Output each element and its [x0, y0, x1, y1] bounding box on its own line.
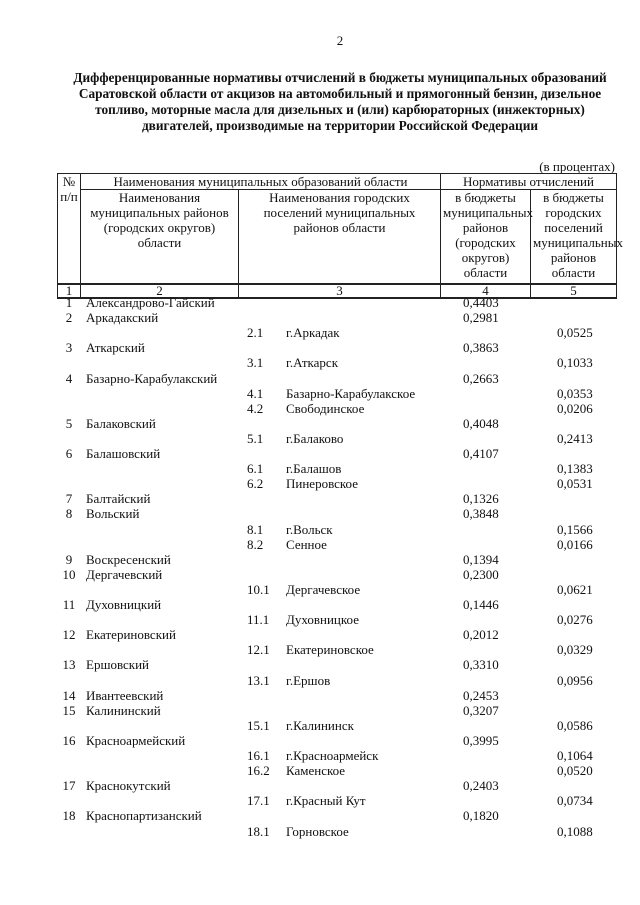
- district-name: Александрово-Гайский: [86, 295, 215, 310]
- row-number: 7: [65, 491, 73, 507]
- district-norm: 0,4403: [463, 295, 499, 310]
- settlement-norm: 0,0734: [557, 793, 593, 809]
- col-number: 3: [239, 284, 441, 298]
- district-norm: 0,1326: [463, 491, 499, 507]
- settlement-name: Горновское: [286, 823, 349, 839]
- district-norm: 0,2403: [463, 778, 499, 794]
- table-row: [0, 657, 640, 672]
- table-row: [0, 340, 640, 355]
- table-row: [0, 325, 640, 340]
- settlement-norm: 0,1088: [557, 823, 593, 839]
- district-name: Аркадакский: [86, 310, 159, 326]
- district-norm: 0,3310: [463, 657, 499, 673]
- table-row: [0, 552, 640, 567]
- settlement-norm: 0,0531: [557, 476, 593, 492]
- table-row: [0, 718, 640, 733]
- district-name: Балашовский: [86, 446, 161, 461]
- settlement-norm: 0,0206: [557, 400, 593, 416]
- district-name: Калининский: [86, 702, 161, 718]
- table-row: [0, 476, 640, 491]
- district-name: Дергачевский: [86, 566, 163, 582]
- district-name: Духовницкий: [86, 597, 162, 612]
- col-number: 4: [441, 284, 531, 298]
- table-row: [0, 355, 640, 370]
- settlement-norm: 0,0520: [557, 763, 593, 779]
- header-norms-group: Нормативы отчислений: [441, 174, 617, 190]
- district-norm: 0,4107: [463, 446, 499, 461]
- settlement-number: 13.1: [247, 672, 270, 688]
- header-col3: Наименования городских поселений муниципальных районов области: [239, 190, 441, 284]
- district-name: Балтайский: [86, 491, 151, 507]
- table-row: [0, 416, 640, 431]
- row-number: 5: [65, 415, 73, 431]
- settlement-norm: 0,2413: [557, 430, 593, 446]
- table-row: [0, 537, 640, 552]
- settlement-norm: 0,1383: [557, 461, 593, 477]
- row-number: 6: [65, 446, 73, 461]
- district-norm: 0,3848: [463, 506, 499, 522]
- settlement-number: 18.1: [247, 823, 270, 839]
- header-col4: в бюджеты муниципальных районов (городских округов) области: [441, 190, 531, 284]
- settlement-name: г.Калининск: [286, 717, 354, 733]
- row-number: 18: [62, 808, 76, 824]
- district-norm: 0,4048: [463, 415, 499, 431]
- row-number: 3: [65, 340, 73, 356]
- col-number: 5: [531, 284, 617, 298]
- settlement-number: 8.2: [247, 536, 264, 552]
- table-row: [0, 371, 640, 386]
- district-name: Краснопартизанский: [86, 808, 202, 824]
- settlement-norm: 0,0621: [557, 581, 593, 597]
- settlement-name: г.Красный Кут: [286, 793, 366, 809]
- settlement-norm: 0,0586: [557, 717, 593, 733]
- district-norm: 0,2663: [463, 370, 499, 386]
- row-number: 8: [65, 506, 73, 522]
- table-row: [0, 506, 640, 521]
- district-name: Базарно-Карабулакский: [86, 370, 218, 386]
- settlement-number: 12.1: [247, 642, 270, 658]
- settlement-number: 6.1: [247, 461, 264, 477]
- table-row: [0, 491, 640, 506]
- table-row: [0, 522, 640, 537]
- settlement-number: 5.1: [247, 430, 264, 446]
- settlement-name: г.Вольск: [286, 521, 333, 537]
- settlement-name: г.Балашов: [286, 461, 342, 477]
- table-row: [0, 703, 640, 718]
- settlement-name: Каменское: [286, 763, 346, 779]
- row-number: 10: [62, 566, 76, 582]
- district-name: Воскресенский: [86, 551, 171, 567]
- settlement-name: Сенное: [286, 536, 327, 552]
- settlement-name: г.Аткарск: [286, 355, 339, 371]
- table-row: [0, 673, 640, 688]
- settlement-number: 4.2: [247, 400, 264, 416]
- row-number: 1: [65, 295, 73, 310]
- settlement-number: 4.1: [247, 385, 264, 401]
- settlement-norm: 0,1064: [557, 748, 593, 763]
- district-norm: 0,1820: [463, 808, 499, 824]
- district-name: Ершовский: [86, 657, 150, 673]
- settlement-number: 11.1: [247, 612, 270, 628]
- table-row: [0, 733, 640, 748]
- settlement-norm: 0,1033: [557, 355, 593, 371]
- settlement-name: г.Красноармейск: [286, 748, 379, 763]
- units-note: (в процентах): [539, 159, 615, 174]
- table-header: [57, 173, 624, 299]
- table-row: [0, 612, 640, 627]
- settlement-number: 15.1: [247, 717, 270, 733]
- table-row: [0, 431, 640, 446]
- settlement-name: Пинеровское: [286, 476, 358, 492]
- district-name: Краснокутский: [86, 778, 171, 794]
- header-col2: Наименования муниципальных районов (городских округов) области: [81, 190, 239, 284]
- table-row: [0, 461, 640, 476]
- settlement-norm: 0,0525: [557, 325, 593, 341]
- row-number: 4: [65, 370, 73, 386]
- table-row: [0, 582, 640, 597]
- table-row: [0, 778, 640, 793]
- settlement-name: г.Ершов: [286, 672, 331, 688]
- settlement-number: 16.1: [247, 748, 270, 763]
- district-norm: 0,3995: [463, 732, 499, 748]
- row-number: 14: [62, 687, 76, 703]
- table-row: [0, 567, 640, 582]
- settlement-name: г.Балаково: [286, 430, 344, 446]
- row-number: 13: [62, 657, 76, 673]
- table-row: [0, 310, 640, 325]
- district-name: Аткарский: [86, 340, 145, 356]
- district-norm: 0,2012: [463, 627, 499, 643]
- settlement-name: Свободинское: [286, 400, 365, 416]
- table-row: [0, 597, 640, 612]
- settlement-number: 17.1: [247, 793, 270, 809]
- settlement-number: 10.1: [247, 581, 270, 597]
- settlement-name: г.Аркадак: [286, 325, 340, 341]
- table-row: [0, 401, 640, 416]
- table-row: [0, 763, 640, 778]
- settlement-norm: 0,0276: [557, 612, 593, 628]
- district-norm: 0,2300: [463, 566, 499, 582]
- settlement-number: 3.1: [247, 355, 264, 371]
- district-name: Екатериновский: [86, 627, 176, 643]
- row-number: 9: [65, 551, 73, 567]
- table-row: [0, 446, 640, 461]
- row-number: 2: [65, 310, 73, 326]
- district-name: Ивантеевский: [86, 687, 164, 703]
- table-row: [0, 808, 640, 823]
- settlement-norm: 0,0166: [557, 536, 593, 552]
- settlement-number: 2.1: [247, 325, 264, 341]
- row-number: 11: [62, 597, 76, 612]
- header-col5: в бюджеты городских поселений муниципальных районов области: [531, 190, 617, 284]
- row-number: 17: [62, 778, 76, 794]
- document-title: Дифференцированные нормативы отчислений в бюджеты муниципальных образований Саратовской области от акцизов на автомобильный и прямогонный бензин, дизельное топливо, моторные масла для дизельных и (или) карбюраторных (инжекторных) двигателей, производимые на территории Российской Федерации: [73, 70, 607, 133]
- row-number: 15: [62, 702, 76, 718]
- district-norm: 0,2453: [463, 687, 499, 703]
- district-norm: 0,3207: [463, 702, 499, 718]
- col-number: 2: [81, 284, 239, 298]
- district-name: Балаковский: [86, 415, 156, 431]
- settlement-name: Духовницкое: [286, 612, 359, 628]
- settlement-name: Дергачевское: [286, 581, 361, 597]
- table-row: [0, 386, 640, 401]
- table-row: [0, 295, 640, 310]
- settlement-name: Базарно-Карабулакское: [286, 385, 416, 401]
- col-number: 1: [58, 284, 81, 298]
- district-norm: 0,1446: [463, 597, 499, 612]
- row-number: 12: [62, 627, 76, 643]
- settlement-norm: 0,0353: [557, 385, 593, 401]
- district-norm: 0,2981: [463, 310, 499, 326]
- settlement-norm: 0,1566: [557, 521, 593, 537]
- settlement-number: 8.1: [247, 521, 264, 537]
- header-names-group: Наименования муниципальных образований области: [81, 174, 441, 190]
- row-number: 16: [62, 732, 76, 748]
- district-name: Вольский: [86, 506, 140, 522]
- settlement-number: 16.2: [247, 763, 270, 779]
- page-number: 2: [336, 33, 344, 48]
- table-row: [0, 642, 640, 657]
- district-norm: 0,1394: [463, 551, 499, 567]
- table-row: [0, 688, 640, 703]
- table-row: [0, 627, 640, 642]
- table-row: [0, 824, 640, 839]
- district-norm: 0,3863: [463, 340, 499, 356]
- settlement-norm: 0,0329: [557, 642, 593, 658]
- settlement-norm: 0,0956: [557, 672, 593, 688]
- table-row: [0, 748, 640, 763]
- settlement-name: Екатериновское: [286, 642, 374, 658]
- table-row: [0, 793, 640, 808]
- district-name: Красноармейский: [86, 732, 186, 748]
- header-num: № п/п: [58, 174, 81, 284]
- settlement-number: 6.2: [247, 476, 264, 492]
